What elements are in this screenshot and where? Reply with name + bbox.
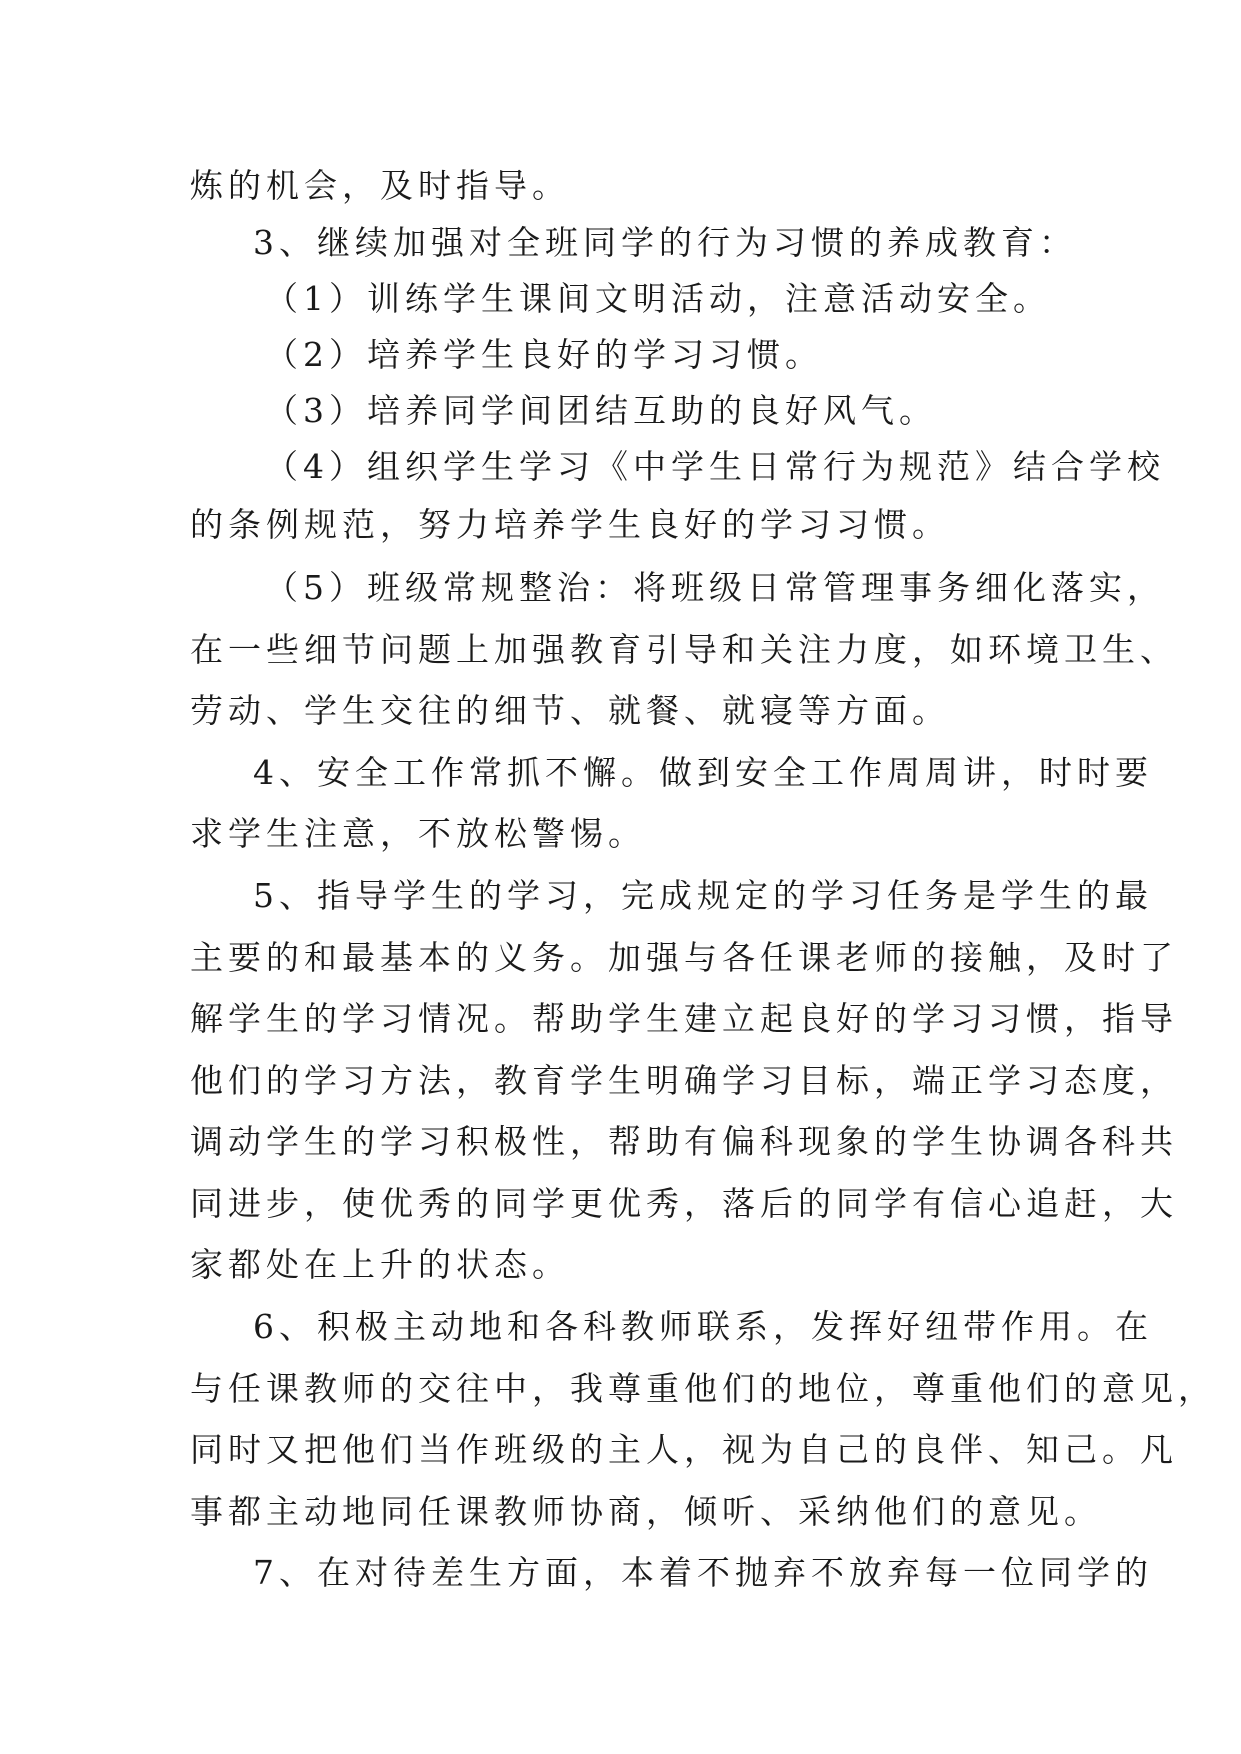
text-line-20: 6、积极主动地和各科教师联系，发挥好纽带作用。在 [253, 1307, 1153, 1346]
text-line-23: 事都主动地同任课教师协商，倾听、采纳他们的意见。 [190, 1492, 1102, 1531]
text-line-4: （2）培养学生良好的学习习惯。 [265, 335, 823, 374]
text-line-21: 与任课教师的交往中，我尊重他们的地位，尊重他们的意见， [190, 1369, 1216, 1408]
text-line-17: 调动学生的学习积极性，帮助有偏科现象的学生协调各科共 [190, 1122, 1178, 1161]
text-line-2: 3、继续加强对全班同学的行为习惯的养成教育： [253, 223, 1077, 262]
text-line-16: 他们的学习方法，教育学生明确学习目标，端正学习态度， [190, 1061, 1178, 1100]
text-line-6: （4）组织学生学习《中学生日常行为规范》结合学校 [265, 447, 1165, 486]
text-line-8: （5）班级常规整治：将班级日常管理事务细化落实， [265, 568, 1165, 607]
text-line-1: 炼的机会，及时指导。 [190, 166, 570, 205]
text-line-11: 4、安全工作常抓不懈。做到安全工作周周讲，时时要 [253, 753, 1153, 792]
text-line-13: 5、指导学生的学习，完成规定的学习任务是学生的最 [253, 876, 1153, 915]
text-line-5: （3）培养同学间团结互助的良好风气。 [265, 391, 937, 430]
text-line-19: 家都处在上升的状态。 [190, 1245, 570, 1284]
text-line-18: 同进步，使优秀的同学更优秀，落后的同学有信心追赶，大 [190, 1184, 1178, 1223]
text-line-15: 解学生的学习情况。帮助学生建立起良好的学习习惯，指导 [190, 999, 1178, 1038]
text-line-12: 求学生注意，不放松警惕。 [190, 814, 646, 853]
text-line-9: 在一些细节问题上加强教育引导和关注力度，如环境卫生、 [190, 630, 1178, 669]
text-line-24: 7、在对待差生方面，本着不抛弃不放弃每一位同学的 [253, 1553, 1153, 1592]
text-line-10: 劳动、学生交往的细节、就餐、就寝等方面。 [190, 691, 950, 730]
text-line-3: （1）训练学生课间文明活动，注意活动安全。 [265, 279, 1051, 318]
text-line-22: 同时又把他们当作班级的主人，视为自己的良伴、知己。凡 [190, 1430, 1178, 1469]
text-line-14: 主要的和最基本的义务。加强与各任课老师的接触，及时了 [190, 938, 1178, 977]
text-line-7: 的条例规范，努力培养学生良好的学习习惯。 [190, 505, 950, 544]
